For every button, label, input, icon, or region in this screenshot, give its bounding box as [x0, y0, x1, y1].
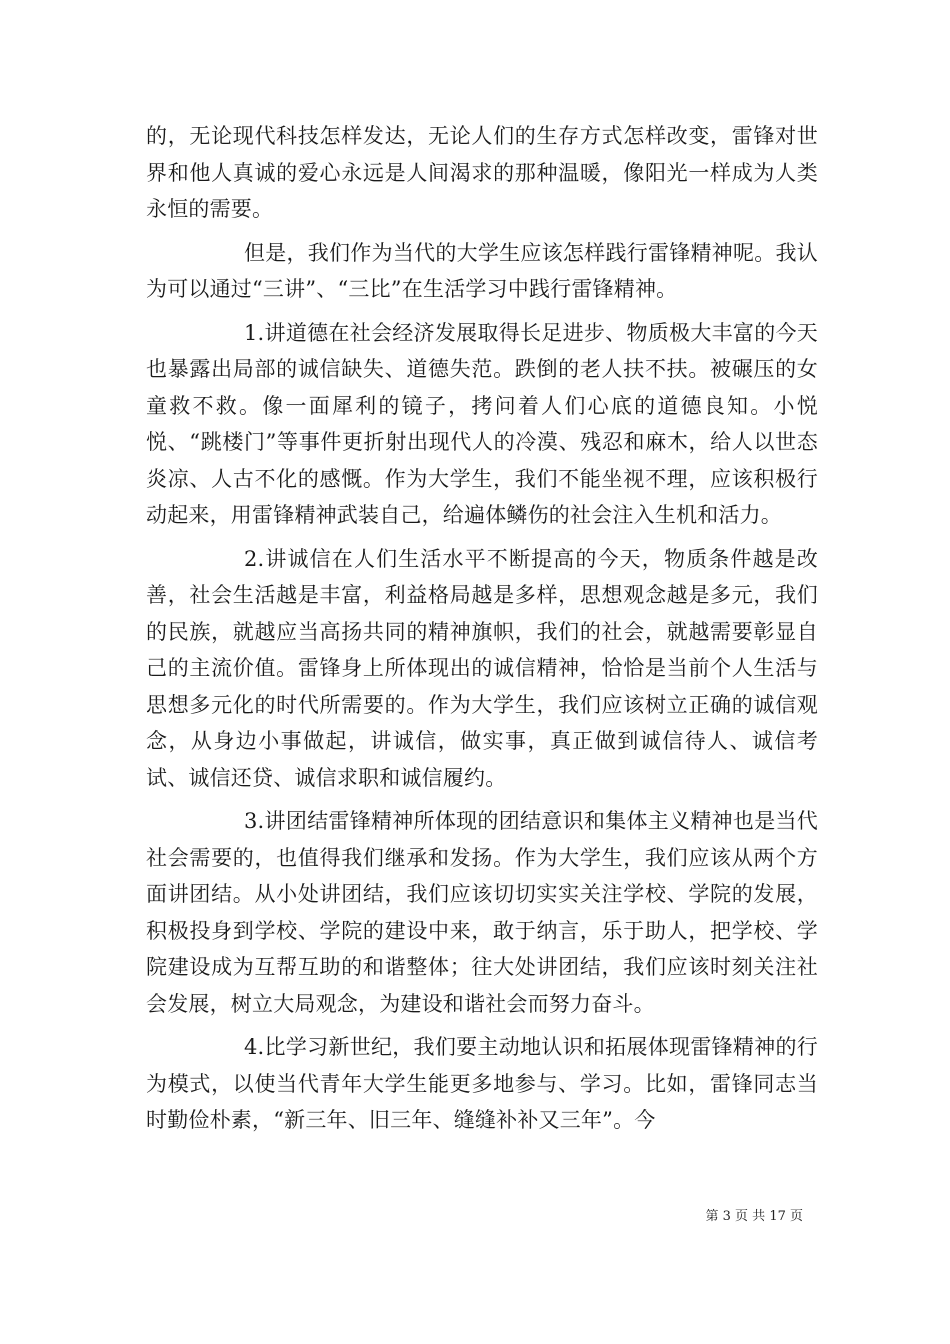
paragraph-morality: 1.讲道德在社会经济发展取得长足进步、物质极大丰富的今天也暴露出局部的诚信缺失、道德失范。跌倒的老人扶不扶。被碾压的女童救不救。像一面犀利的镜子，拷问着人们心底的道德良知。小悦悦、“跳楼门”等事件更折射出现代人的冷漠、残忍和麻木，给人以世态炎凉、人古不化的感慨。作为大学生，我们不能坐视不理，应该积极行动起来，用雷锋精神武装自己，给遍体鳞伤的社会注入生机和活力。	[146, 320, 818, 527]
paragraph-study: 4.比学习新世纪，我们要主动地认识和拓展体现雷锋精神的行为模式，以使当代青年大学生能更多地参与、学习。比如，雷锋同志当时勤俭朴素，“新三年、旧三年、缝缝补补又三年”。今	[146, 1035, 818, 1132]
document-body	[146, 118, 818, 1139]
paragraph-question: 但是，我们作为当代的大学生应该怎样践行雷锋精神呢。我认为可以通过“三讲”、“三比”在生活学习中践行雷锋精神。	[146, 240, 818, 301]
paragraph-unity: 3.讲团结雷锋精神所体现的团结意识和集体主义精神也是当代社会需要的，也值得我们继承和发扬。作为大学生，我们应该从两个方面讲团结。从小处讲团结，我们应该切切实实关注学校、学院的发展，积极投身到学校、学院的建设中来，敢于纳言，乐于助人，把学校、学院建设成为互帮互助的和谐整体；往大处讲团结，我们应该时刻关注社会发展，树立大局观念，为建设和谐社会而努力奋斗。	[146, 809, 818, 1016]
paragraph-continuation: 的，无论现代科技怎样发达，无论人们的生存方式怎样改变，雷锋对世界和他人真诚的爱心永远是人间渴求的那种温暖，像阳光一样成为人类永恒的需要。	[146, 124, 818, 221]
page-number-footer: 第 3 页 共 17 页	[705, 1209, 803, 1224]
paragraph-integrity: 2.讲诚信在人们生活水平不断提高的今天，物质条件越是改善，社会生活越是丰富，利益格局越是多样，思想观念越是多元，我们的民族，就越应当高扬共同的精神旗帜，我们的社会，就越需要彰显自己的主流价值。雷锋身上所体现出的诚信精神，恰恰是当前个人生活与思想多元化的时代所需要的。作为大学生，我们应该树立正确的诚信观念，从身边小事做起，讲诚信，做实事，真正做到诚信待人、诚信考试、诚信还贷、诚信求职和诚信履约。	[146, 546, 818, 790]
